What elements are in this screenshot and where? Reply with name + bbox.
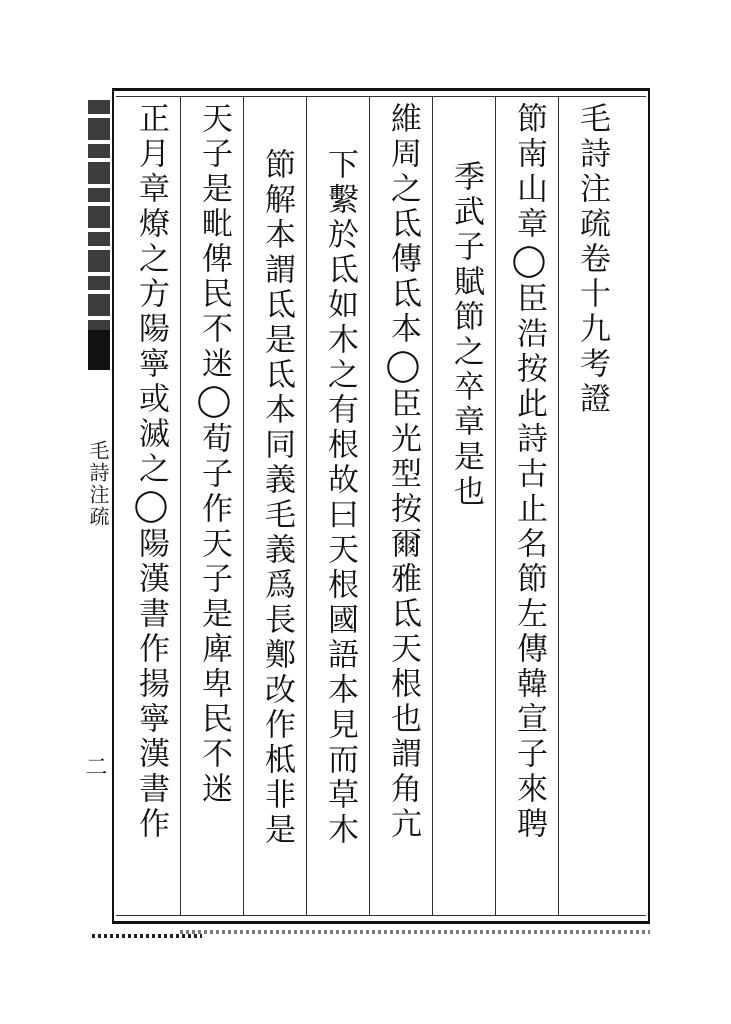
text-column-7: 天子是毗俾民不迷◯荀子作天子是庳卑民不迷 — [196, 102, 232, 807]
spine-fishtail — [88, 330, 110, 370]
spine-title-block — [88, 100, 110, 330]
column-rule — [369, 96, 370, 916]
text-column-2: 節南山章◯臣浩按此詩古止名節左傳韓宣子來聘 — [511, 102, 547, 842]
bottom-edge-marks — [180, 930, 650, 934]
text-column-5: 下繫於氐如木之有根故曰天根國語本見而草木 — [322, 148, 358, 848]
column-rule — [243, 96, 244, 916]
column-rule — [558, 96, 559, 916]
column-rule — [306, 96, 307, 916]
text-column-3: 季武子賦節之卒章是也 — [448, 160, 484, 510]
text-column-1: 毛詩注疏卷十九考證 — [574, 102, 610, 417]
column-rule — [495, 96, 496, 916]
spine-title: 毛詩注疏 — [86, 440, 110, 528]
text-column-6: 節解本謂氐是氐本同義毛義爲長鄭改作柢非是 — [259, 148, 295, 848]
column-rule — [432, 96, 433, 916]
column-rule — [180, 96, 181, 916]
text-column-8: 正月章燎之方陽寧或滅之◯陽漢書作揚寧漢書作 — [133, 102, 169, 842]
spine-page-number: 二 — [82, 755, 107, 777]
text-column-4: 維周之氐傳氐本◯臣光型按爾雅氐天根也謂角亢 — [385, 102, 421, 842]
bottom-edge-marks — [92, 934, 202, 938]
